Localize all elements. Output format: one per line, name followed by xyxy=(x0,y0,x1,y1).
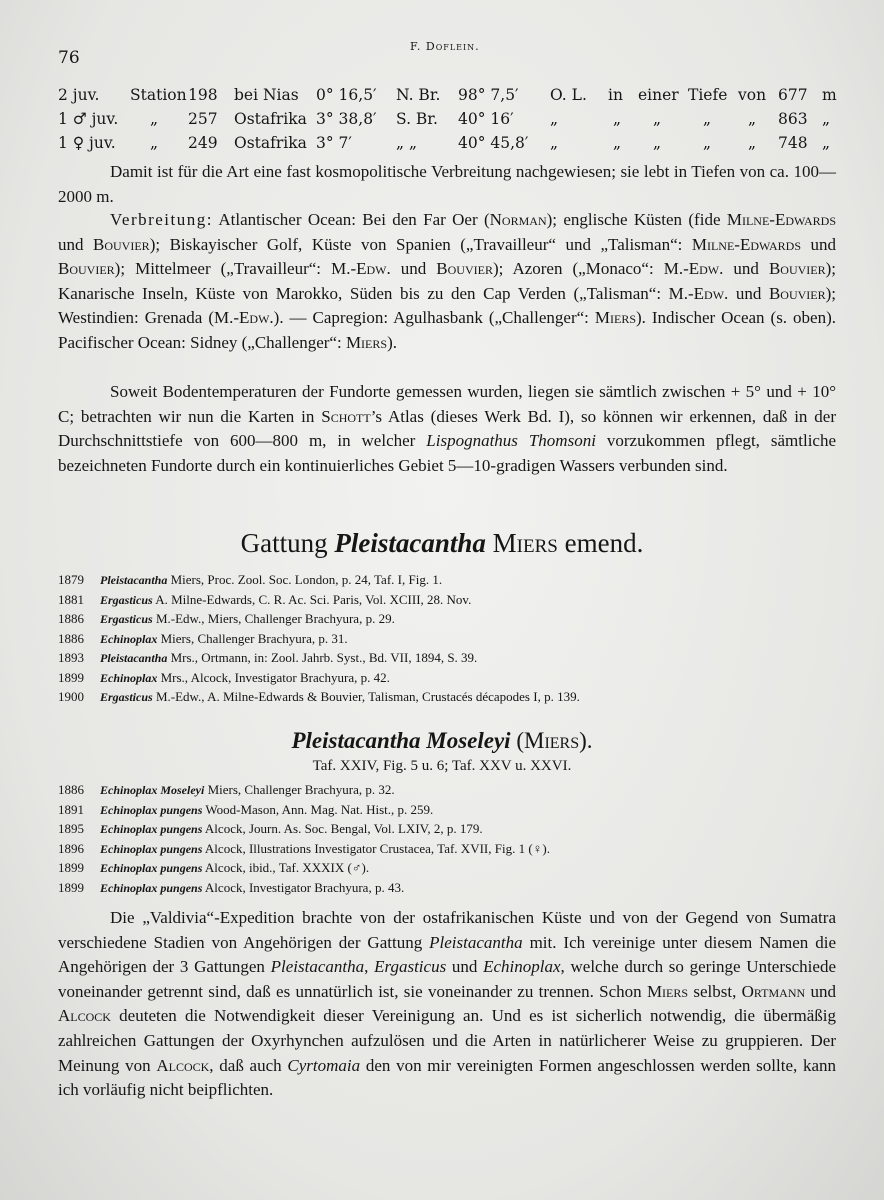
depth: 748 xyxy=(778,134,808,152)
longitude: 40° 45,8′ xyxy=(458,134,529,152)
word-von: „ xyxy=(748,110,757,128)
text: und xyxy=(801,234,837,254)
longitude-direction: O. L. xyxy=(550,86,587,104)
list-item xyxy=(58,800,848,820)
specimen: 1 ♂ juv. xyxy=(58,110,119,128)
ref-citation: Mrs., Alcock, Investigator Brachyura, p. 42. xyxy=(160,669,390,685)
author-name: Norman xyxy=(489,210,547,229)
ref-year: 1900 xyxy=(58,689,84,704)
text: und xyxy=(58,234,94,254)
word-von: von xyxy=(738,86,767,104)
ref-taxon: Echinoplax Moseleyi xyxy=(100,783,205,797)
depth-unit: „ xyxy=(822,134,831,152)
paragraph-verbreitung xyxy=(58,208,836,356)
section-label: Verbreitung: xyxy=(110,210,213,229)
ref-year: 1899 xyxy=(58,669,84,685)
ref-taxon: Echinoplax xyxy=(100,670,158,685)
word-tiefe: „ xyxy=(703,134,712,152)
text: vorzukommen pflegt, sämtliche bezeichneten Fundorte durch ein kontinuierliches Gebiet 5—10-gradigen Wassers verbunden sind. xyxy=(58,431,837,475)
page-number: 76 xyxy=(58,48,80,68)
author-name: Miers xyxy=(594,308,636,328)
text: und xyxy=(805,981,836,1001)
latitude-direction: „ „ xyxy=(396,134,417,152)
depth: 677 xyxy=(778,86,808,104)
list-item xyxy=(58,590,848,610)
text: Gattung xyxy=(240,528,335,558)
latitude-direction: S. Br. xyxy=(396,110,438,128)
ref-taxon: Echinoplax pungens xyxy=(100,841,203,856)
ref-citation: Wood-Mason, Ann. Mag. Nat. Hist., p. 259. xyxy=(205,801,434,817)
ref-year: 1881 xyxy=(58,591,84,607)
list-item xyxy=(58,819,848,839)
list-item xyxy=(58,878,848,898)
author-name: Bouvier xyxy=(768,283,826,303)
ref-taxon: Echinoplax xyxy=(100,631,158,646)
ref-year: 1879 xyxy=(58,572,84,587)
taxon-name: Ergasticus xyxy=(374,957,447,977)
species-name: Pleistacantha Moseleyi xyxy=(291,728,511,753)
word-in: „ xyxy=(613,134,622,152)
specimen: 2 juv. xyxy=(58,86,100,104)
author-name: Bouvier xyxy=(93,234,150,254)
species-synonymy-list xyxy=(58,780,848,897)
ref-citation: Alcock, Illustrations Investigator Crustacea, Taf. XVII, Fig. 1 (♀). xyxy=(204,840,550,856)
running-header-author: F. Doflein. xyxy=(410,40,480,53)
author-name: Milne-Edwards xyxy=(726,210,836,229)
text: Die „Valdivia“-Expedition brachte von der ostafrikanischen Küste und von der Gegend von Sumatra verschiedene Stadien von Angehörigen der Gattung xyxy=(58,908,836,952)
ref-taxon: Echinoplax pungens xyxy=(100,802,203,817)
author-name: Miers xyxy=(345,332,388,352)
longitude-direction: „ xyxy=(550,134,559,152)
genus-heading xyxy=(0,528,884,559)
text: ). — Capregion: Agulhasbank („Challenger“: xyxy=(273,308,595,328)
depth-unit: m xyxy=(822,86,837,104)
ref-citation: Miers, Challenger Brachyura, p. 32. xyxy=(207,782,395,797)
ref-year: 1886 xyxy=(58,630,84,646)
text: ); Biskayischer Golf, Küste von Spanien („Travailleur“ und „Talisman“: xyxy=(149,234,692,254)
station-number: 198 xyxy=(188,86,218,104)
taxon-name: Cyrtomaia xyxy=(287,1055,361,1075)
author-name: Alcock xyxy=(156,1055,210,1075)
word-in: in xyxy=(608,86,623,104)
author-name: M.-Edw. xyxy=(663,259,724,279)
ref-citation: M.-Edw., A. Milne-Edwards & Bouvier, Talisman, Crustacés décapodes I, p. 139. xyxy=(155,689,580,704)
text: ’s Atlas (dieses Werk Bd. I), so können wir erkennen, daß in der Durchschnittstiefe von 600—800 m, in welcher xyxy=(58,406,836,451)
paragraph-text: Damit ist für die Art eine fast kosmopolitische Verbreitung nachgewiesen; sie lebt in Tiefen von ca. 100—2000 m. xyxy=(58,162,836,206)
text: , daß auch xyxy=(209,1055,288,1075)
list-item xyxy=(58,858,848,878)
author-name: Miers xyxy=(646,981,689,1001)
ref-citation: Alcock, Journ. As. Soc. Bengal, Vol. LXIV, 2, p. 179. xyxy=(204,821,483,836)
ref-taxon: Ergasticus xyxy=(100,690,153,704)
ref-citation: M.-Edw., Miers, Challenger Brachyura, p. 29. xyxy=(155,611,395,626)
list-item xyxy=(58,668,848,688)
taxon-name: Pleistacantha xyxy=(270,957,365,977)
ref-year: 1886 xyxy=(58,782,84,797)
station-number: 249 xyxy=(188,134,218,152)
text: deuteten die Notwendigkeit dieser Vereinigung an. Und es ist sicherlich notwendig, die übermäßig zahlreichen Gattungen der Oxyrhynchen aufzulösen und die Arten in natürlicherer Weise zu gruppieren. Der Meinung von xyxy=(58,1006,836,1075)
depth: 863 xyxy=(778,110,808,128)
author-name: Alcock xyxy=(58,1006,111,1026)
author-name: M.-Edw. xyxy=(668,283,729,303)
text: selbst, xyxy=(688,981,742,1001)
ref-year: 1899 xyxy=(58,879,84,895)
list-item xyxy=(58,780,848,800)
ref-citation: A. Milne-Edwards, C. R. Ac. Sci. Paris, Vol. XCIII, 28. Nov. xyxy=(155,591,472,607)
list-item xyxy=(58,687,848,707)
ref-taxon: Ergasticus xyxy=(100,612,153,626)
paragraph-valdivia-expedition xyxy=(58,906,836,1103)
ref-taxon: Echinoplax pungens xyxy=(100,822,203,836)
word-in: „ xyxy=(613,110,622,128)
ref-citation: Miers, Proc. Zool. Soc. London, p. 24, Taf. I, Fig. 1. xyxy=(170,572,443,587)
word-von: „ xyxy=(748,134,757,152)
taxon-name: Pleistacantha xyxy=(429,932,523,952)
station-location: Ostafrika xyxy=(234,134,307,152)
ref-taxon: Echinoplax pungens xyxy=(100,880,203,895)
ref-year: 1891 xyxy=(58,801,84,817)
station-label: „ xyxy=(150,110,159,128)
ref-year: 1895 xyxy=(58,821,84,836)
species-plates: Taf. XXIV, Fig. 5 u. 6; Taf. XXV u. XXVI. xyxy=(312,758,572,774)
station-location: bei Nias xyxy=(234,86,299,104)
list-item xyxy=(58,839,848,859)
author-name: M.-Edw. xyxy=(331,259,391,279)
ref-taxon: Pleistacantha xyxy=(100,651,168,665)
author-name: Schott xyxy=(321,406,371,426)
longitude-direction: „ xyxy=(550,110,559,128)
text: ); Westindien: Grenada ( xyxy=(58,283,836,328)
word-einer: „ xyxy=(653,134,662,152)
ref-taxon: Pleistacantha xyxy=(100,573,168,587)
ref-taxon: Ergasticus xyxy=(100,592,153,607)
station-location: Ostafrika xyxy=(234,110,307,128)
ref-citation: Alcock, Investigator Brachyura, p. 43. xyxy=(204,879,405,895)
author-name: (Miers). xyxy=(510,728,593,753)
latitude-direction: N. Br. xyxy=(396,86,441,104)
taxon-name: Lispognathus Thomsoni xyxy=(426,431,596,451)
text: , xyxy=(364,957,375,977)
taxon-name: Echinoplax xyxy=(483,957,561,977)
author-name: Milne-Edwards xyxy=(691,234,802,254)
station-number: 257 xyxy=(188,110,218,128)
list-item xyxy=(58,570,848,590)
specimen: 1 ♀ juv. xyxy=(58,134,116,152)
word-tiefe: Tiefe xyxy=(688,86,728,104)
text: ). xyxy=(387,332,397,352)
author-name: M.-Edw. xyxy=(214,308,274,328)
text: ); Azoren („Monaco“: xyxy=(492,259,664,279)
text: emend. xyxy=(557,528,644,558)
word-einer: „ xyxy=(653,110,662,128)
text: ); englische Küsten (fide xyxy=(546,210,727,229)
ref-taxon: Echinoplax pungens xyxy=(100,861,203,875)
station-label: „ xyxy=(150,134,159,152)
text: und xyxy=(723,259,769,279)
ref-citation: Miers, Challenger Brachyura, p. 31. xyxy=(160,630,348,646)
text: den von mir vereinigten Formen angeschlossen werden sollte, kann ich vorläufig nicht beipflichten. xyxy=(58,1055,837,1100)
text: und xyxy=(446,957,484,977)
text: Soweit Bodentemperaturen der Fundorte gemessen wurden, liegen sie sämtlich zwischen + 5° und + 10° C; betrachten wir nun die Karten in xyxy=(58,382,836,426)
text: Atlantischer Ocean: Bei den Far Oer ( xyxy=(212,210,490,229)
ref-citation: Alcock, ibid., Taf. XXXIX (♂). xyxy=(204,860,370,875)
ref-citation: Mrs., Ortmann, in: Zool. Jahrb. Syst., Bd. VII, 1894, S. 39. xyxy=(170,650,478,665)
author-name: Bouvier xyxy=(58,259,115,279)
paragraph-temperatures xyxy=(58,380,836,478)
text: ); Kanarische Inseln, Küste von Marokko, Süden bis zu den Cap Verden („Talisman“: xyxy=(58,259,836,303)
ref-year: 1899 xyxy=(58,860,84,875)
station-label: Station xyxy=(130,86,187,104)
species-heading xyxy=(0,728,884,754)
station-row xyxy=(58,110,848,132)
station-row xyxy=(58,86,848,108)
longitude: 40° 16′ xyxy=(458,110,514,128)
text: , welche durch so geringe Unterschiede voneinander getrennt sind, daß es unnatürlich ist, sie voneinander zu trennen. Schon xyxy=(58,957,836,1001)
author-name: Bouvier xyxy=(768,259,826,279)
station-row xyxy=(58,134,848,156)
longitude: 98° 7,5′ xyxy=(458,86,519,104)
latitude: 3° 38,8′ xyxy=(316,110,377,128)
text: und xyxy=(728,283,769,303)
depth-unit: „ xyxy=(822,110,831,128)
ref-year: 1896 xyxy=(58,840,84,856)
text: und xyxy=(390,259,437,279)
ref-year: 1886 xyxy=(58,611,84,626)
genus-synonymy-list xyxy=(58,570,848,707)
author-name: Miers xyxy=(485,528,558,558)
author-name: Ortmann xyxy=(741,981,806,1001)
paragraph-distribution-summary xyxy=(58,160,836,209)
genus-name: Pleistacantha xyxy=(334,528,486,558)
latitude: 3° 7′ xyxy=(316,134,352,152)
text: ). Indischer Ocean (s. oben). Pacifischer Ocean: Sidney („Challenger“: xyxy=(58,308,837,352)
list-item xyxy=(58,629,848,649)
author-name: Bouvier xyxy=(436,259,493,279)
latitude: 0° 16,5′ xyxy=(316,86,377,104)
list-item xyxy=(58,648,848,668)
text: mit. Ich vereinige unter diesem Namen die Angehörigen der 3 Gattungen xyxy=(58,932,836,977)
word-einer: einer xyxy=(638,86,679,104)
ref-year: 1893 xyxy=(58,650,84,665)
list-item xyxy=(58,609,848,629)
text: ); Mittelmeer („Travailleur“: xyxy=(114,259,332,279)
word-tiefe: „ xyxy=(703,110,712,128)
